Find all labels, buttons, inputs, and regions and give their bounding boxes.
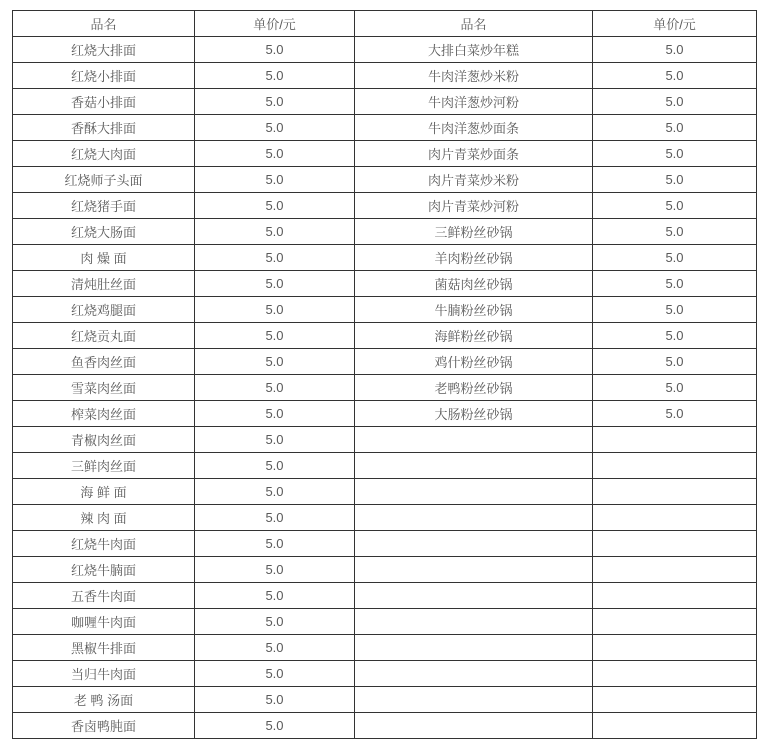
- item-price-cell-right: 5.0: [593, 37, 757, 63]
- item-price-cell-left: 5.0: [195, 271, 355, 297]
- item-name-cell-left: 老 鸭 汤面: [13, 687, 195, 713]
- item-price-cell-left: 5.0: [195, 193, 355, 219]
- item-name-cell-right: 大排白菜炒年糕: [355, 37, 593, 63]
- column-header-price-right: 单价/元: [593, 11, 757, 37]
- item-price-cell-left: 5.0: [195, 89, 355, 115]
- item-name-cell-left: 三鲜肉丝面: [13, 453, 195, 479]
- table-header: [13, 11, 757, 37]
- item-price-cell-left: 5.0: [195, 687, 355, 713]
- item-name-cell-left: 辣 肉 面: [13, 505, 195, 531]
- item-price-cell-left: 5.0: [195, 323, 355, 349]
- item-price-cell-left: 5.0: [195, 453, 355, 479]
- item-price-cell-right: 5.0: [593, 297, 757, 323]
- item-price-cell-left: 5.0: [195, 401, 355, 427]
- item-name-cell-left: 香卤鸭肫面: [13, 713, 195, 739]
- item-name-cell-right: [355, 453, 593, 479]
- item-price-cell-right: 5.0: [593, 349, 757, 375]
- item-name-cell-left: 鱼香肉丝面: [13, 349, 195, 375]
- table-row: [13, 141, 757, 167]
- item-name-cell-right: [355, 557, 593, 583]
- item-price-cell-right: 5.0: [593, 375, 757, 401]
- table-row: [13, 37, 757, 63]
- table-row: [13, 271, 757, 297]
- item-name-cell-left: 清炖肚丝面: [13, 271, 195, 297]
- item-price-cell-left: 5.0: [195, 505, 355, 531]
- item-price-cell-left: 5.0: [195, 609, 355, 635]
- menu-price-table: [12, 10, 757, 739]
- column-header-price-left: 单价/元: [195, 11, 355, 37]
- item-name-cell-left: 红烧师子头面: [13, 167, 195, 193]
- table-row: [13, 219, 757, 245]
- item-name-cell-left: 青椒肉丝面: [13, 427, 195, 453]
- table-row: [13, 635, 757, 661]
- item-name-cell-left: 肉 燥 面: [13, 245, 195, 271]
- item-price-cell-left: 5.0: [195, 37, 355, 63]
- item-price-cell-right: [593, 453, 757, 479]
- item-name-cell-left: 红烧牛腩面: [13, 557, 195, 583]
- item-price-cell-right: [593, 505, 757, 531]
- item-name-cell-left: 红烧贡丸面: [13, 323, 195, 349]
- item-price-cell-left: 5.0: [195, 479, 355, 505]
- table-body: [13, 37, 757, 739]
- item-price-cell-right: 5.0: [593, 271, 757, 297]
- item-name-cell-right: [355, 609, 593, 635]
- table-row: [13, 245, 757, 271]
- table-row: [13, 661, 757, 687]
- item-price-cell-right: 5.0: [593, 89, 757, 115]
- column-header-name-right: 品名: [355, 11, 593, 37]
- item-price-cell-left: 5.0: [195, 557, 355, 583]
- item-name-cell-right: [355, 687, 593, 713]
- item-name-cell-left: 海 鲜 面: [13, 479, 195, 505]
- table-row: [13, 427, 757, 453]
- item-price-cell-left: 5.0: [195, 115, 355, 141]
- table-row: [13, 453, 757, 479]
- table-row: [13, 167, 757, 193]
- item-name-cell-right: 肉片青菜炒面条: [355, 141, 593, 167]
- table-row: [13, 89, 757, 115]
- item-name-cell-right: 菌菇肉丝砂锅: [355, 271, 593, 297]
- table-row: [13, 323, 757, 349]
- item-name-cell-left: 香酥大排面: [13, 115, 195, 141]
- item-name-cell-right: [355, 713, 593, 739]
- item-price-cell-right: [593, 427, 757, 453]
- item-price-cell-right: [593, 635, 757, 661]
- item-name-cell-right: [355, 479, 593, 505]
- item-price-cell-right: 5.0: [593, 115, 757, 141]
- item-price-cell-left: 5.0: [195, 141, 355, 167]
- table-row: [13, 713, 757, 739]
- item-name-cell-right: [355, 505, 593, 531]
- item-price-cell-right: [593, 661, 757, 687]
- item-price-cell-left: 5.0: [195, 167, 355, 193]
- item-price-cell-left: 5.0: [195, 375, 355, 401]
- item-price-cell-right: [593, 609, 757, 635]
- item-name-cell-left: 香菇小排面: [13, 89, 195, 115]
- column-header-name-left: 品名: [13, 11, 195, 37]
- item-price-cell-right: 5.0: [593, 141, 757, 167]
- item-name-cell-left: 红烧牛肉面: [13, 531, 195, 557]
- item-name-cell-right: [355, 427, 593, 453]
- table-row: [13, 193, 757, 219]
- table-row: [13, 297, 757, 323]
- item-price-cell-right: [593, 531, 757, 557]
- item-price-cell-right: [593, 687, 757, 713]
- item-price-cell-left: 5.0: [195, 661, 355, 687]
- item-price-cell-right: 5.0: [593, 219, 757, 245]
- table-row: [13, 63, 757, 89]
- table-row: [13, 557, 757, 583]
- table-row: [13, 401, 757, 427]
- table-row: [13, 479, 757, 505]
- item-price-cell-right: [593, 583, 757, 609]
- item-name-cell-right: [355, 635, 593, 661]
- item-name-cell-right: 海鲜粉丝砂锅: [355, 323, 593, 349]
- table-row: [13, 505, 757, 531]
- item-name-cell-right: 大肠粉丝砂锅: [355, 401, 593, 427]
- table-row: [13, 583, 757, 609]
- item-price-cell-right: [593, 479, 757, 505]
- item-name-cell-left: 红烧大肉面: [13, 141, 195, 167]
- table-row: [13, 375, 757, 401]
- item-name-cell-left: 榨菜肉丝面: [13, 401, 195, 427]
- item-name-cell-right: 肉片青菜炒河粉: [355, 193, 593, 219]
- item-price-cell-left: 5.0: [195, 583, 355, 609]
- item-price-cell-left: 5.0: [195, 245, 355, 271]
- item-price-cell-left: 5.0: [195, 349, 355, 375]
- table-row: [13, 349, 757, 375]
- item-name-cell-left: 黑椒牛排面: [13, 635, 195, 661]
- item-price-cell-right: 5.0: [593, 193, 757, 219]
- item-price-cell-left: 5.0: [195, 219, 355, 245]
- item-name-cell-right: 牛肉洋葱炒米粉: [355, 63, 593, 89]
- item-name-cell-left: 红烧猪手面: [13, 193, 195, 219]
- table-row: [13, 531, 757, 557]
- item-price-cell-right: [593, 713, 757, 739]
- item-name-cell-left: 咖喱牛肉面: [13, 609, 195, 635]
- item-name-cell-left: 红烧大排面: [13, 37, 195, 63]
- item-name-cell-right: 牛肉洋葱炒面条: [355, 115, 593, 141]
- item-name-cell-left: 红烧鸡腿面: [13, 297, 195, 323]
- item-name-cell-right: [355, 531, 593, 557]
- item-price-cell-left: 5.0: [195, 297, 355, 323]
- header-row: [13, 11, 757, 37]
- item-name-cell-left: 红烧小排面: [13, 63, 195, 89]
- item-name-cell-left: 五香牛肉面: [13, 583, 195, 609]
- item-name-cell-right: [355, 583, 593, 609]
- item-name-cell-left: 当归牛肉面: [13, 661, 195, 687]
- item-name-cell-left: 雪菜肉丝面: [13, 375, 195, 401]
- item-price-cell-left: 5.0: [195, 63, 355, 89]
- item-name-cell-right: 老鸭粉丝砂锅: [355, 375, 593, 401]
- item-price-cell-left: 5.0: [195, 427, 355, 453]
- item-name-cell-right: 三鲜粉丝砂锅: [355, 219, 593, 245]
- item-name-cell-right: 羊肉粉丝砂锅: [355, 245, 593, 271]
- item-price-cell-right: 5.0: [593, 401, 757, 427]
- item-name-cell-right: 肉片青菜炒米粉: [355, 167, 593, 193]
- item-price-cell-left: 5.0: [195, 713, 355, 739]
- item-name-cell-right: 牛腩粉丝砂锅: [355, 297, 593, 323]
- table-row: [13, 609, 757, 635]
- item-name-cell-right: 鸡什粉丝砂锅: [355, 349, 593, 375]
- item-price-cell-left: 5.0: [195, 531, 355, 557]
- item-name-cell-right: [355, 661, 593, 687]
- item-price-cell-right: 5.0: [593, 167, 757, 193]
- item-price-cell-right: 5.0: [593, 323, 757, 349]
- item-price-cell-right: [593, 557, 757, 583]
- table-row: [13, 115, 757, 141]
- item-name-cell-left: 红烧大肠面: [13, 219, 195, 245]
- item-price-cell-left: 5.0: [195, 635, 355, 661]
- table-row: [13, 687, 757, 713]
- item-price-cell-right: 5.0: [593, 63, 757, 89]
- item-price-cell-right: 5.0: [593, 245, 757, 271]
- item-name-cell-right: 牛肉洋葱炒河粉: [355, 89, 593, 115]
